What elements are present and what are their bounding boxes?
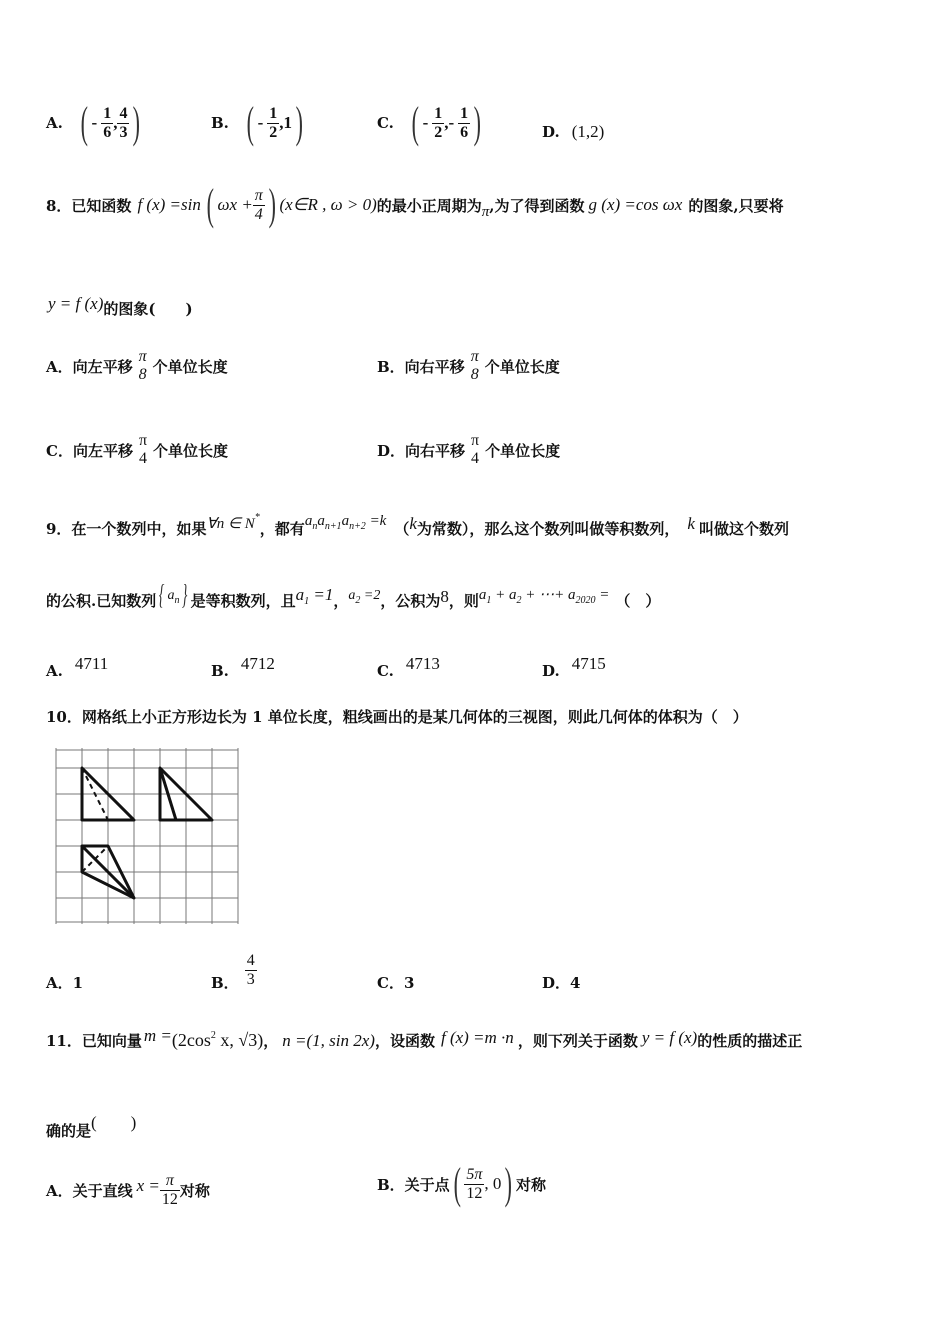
text: 个单位长度	[484, 357, 560, 376]
text: 确的是	[46, 1122, 92, 1140]
value: 4715	[571, 654, 606, 673]
option-label: B．	[211, 974, 239, 992]
q10-option-c: C．3	[377, 974, 415, 992]
right-paren: )	[268, 180, 276, 229]
text: 的最小正周期为	[376, 196, 482, 215]
point-y: , 0	[484, 1174, 502, 1193]
option-label: D.	[542, 123, 560, 141]
k-symbol: k	[409, 513, 417, 533]
option-label: B.	[211, 114, 229, 132]
q7-option-b	[211, 98, 307, 147]
function-y: y = f (x)	[641, 1027, 698, 1047]
q8-option-a	[46, 348, 228, 384]
fraction: π 4	[471, 432, 480, 467]
text: ，设函数	[374, 1032, 435, 1050]
value: 8	[440, 586, 449, 606]
q10-option-a: A．1	[46, 974, 84, 992]
q8-option-c	[46, 432, 228, 468]
text: （ ）	[615, 592, 661, 610]
left-paren: (	[80, 98, 88, 147]
text: 个单位长度	[152, 357, 228, 376]
q10-stem: 10．网格纸上小正方形边长为 1 单位长度，粗线画出的是某几何体的三视图，则此几何体的体积为（ ）	[46, 708, 748, 726]
fraction: π 4	[138, 432, 148, 467]
right-paren: )	[295, 98, 303, 147]
period: π	[481, 203, 490, 220]
fraction: π 8	[138, 348, 147, 383]
text: 个单位长度	[485, 441, 561, 460]
sum-expr: $a_1 + a_2$ + ⋯+ $a_{2020}$ =	[478, 587, 610, 606]
fraction: $\frac{1}{6}$	[103, 104, 112, 141]
q9-option-a	[46, 648, 108, 680]
comma: ，	[263, 1032, 279, 1050]
text: 的性质的描述正	[697, 1032, 803, 1050]
fraction: $\frac{\pi}{4}$	[254, 186, 263, 223]
right-paren: )	[505, 1159, 513, 1208]
option-label: D.	[542, 662, 560, 680]
text: 的公积.已知数列	[46, 592, 157, 610]
q9-option-c	[377, 648, 440, 680]
text: 的图象( )	[103, 300, 193, 318]
x-expr: x =	[136, 1175, 160, 1195]
vector-n: n =(1, sin 2x)	[282, 1030, 375, 1050]
option-label: A.	[46, 114, 63, 132]
q7-option-d	[542, 122, 604, 142]
option-label: A．向左平移	[46, 357, 133, 376]
comma: ,	[113, 113, 118, 132]
q10-option-d: D．4	[542, 974, 581, 992]
function-def: f (x) =sin	[137, 195, 201, 214]
function-arg: ωx +	[217, 195, 253, 214]
text: 叫做这个数列	[698, 520, 789, 538]
question-number: 8．已知函数	[46, 196, 132, 215]
function-f: f (x) =m ·n	[440, 1027, 514, 1047]
text: 为常数），那么这个数列叫做等积数列，	[416, 520, 680, 538]
vector-m: m =	[143, 1025, 172, 1045]
a2-expr: $a_2 =2$	[348, 587, 381, 606]
value: 4713	[405, 654, 440, 673]
fraction: $\frac{1}{2}$	[434, 104, 443, 141]
left-paren: (	[411, 98, 419, 147]
q8-stem-line1	[46, 180, 784, 229]
q8-stem-line2	[48, 288, 193, 319]
option-label: C.	[377, 662, 394, 680]
option-label: D．向右平移	[377, 441, 466, 460]
value: 4712	[240, 654, 275, 673]
fraction: $\frac{4}{3}$	[246, 952, 255, 988]
fraction: $\frac{4}{3}$	[119, 104, 128, 141]
minus-sign: -	[91, 113, 98, 132]
text: ，都有	[259, 520, 305, 538]
right-paren: )	[473, 98, 482, 147]
text: ，则下列关于函数	[517, 1032, 638, 1050]
three-view-grid-figure	[52, 746, 242, 926]
text: 对称	[179, 1182, 210, 1200]
function-g: g (x) =cos ωx	[588, 195, 683, 214]
left-paren: (	[246, 98, 254, 147]
q9-option-d	[542, 648, 606, 680]
forall-expr: ∀n ∈ N*	[206, 512, 260, 532]
minus-sign: -	[448, 113, 455, 132]
q10-option-b	[211, 948, 257, 993]
condition: (x∈R , ω > 0)	[279, 195, 377, 214]
text: 个单位长度	[153, 441, 229, 460]
right-paren: )	[133, 98, 141, 147]
text: ，则	[448, 592, 479, 610]
text: 是等积数列，且	[190, 592, 296, 610]
fraction: $\frac{5\pi}{12}$	[466, 1165, 483, 1202]
q11-option-a	[46, 1172, 210, 1209]
question-number: 9．在一个数列中，如果	[46, 520, 207, 538]
value: (1,2)	[571, 122, 605, 141]
fraction: π 8	[470, 348, 479, 383]
text: 的图象,只要将	[688, 196, 784, 215]
option-label: B.	[211, 662, 229, 680]
function-y: y = f (x)	[48, 293, 104, 313]
text: ,为了得到函数	[489, 196, 585, 215]
option-label: B．关于点	[377, 1175, 450, 1194]
comma: ,	[444, 113, 449, 132]
comma: ，	[333, 592, 349, 610]
option-label: C.	[377, 114, 394, 132]
q7-option-c	[377, 98, 485, 147]
q8-option-b	[377, 348, 560, 384]
sequence: { $a_n$ }	[159, 579, 188, 611]
option-label: A．关于直线	[46, 1182, 133, 1200]
answer-paren: ( )	[91, 1113, 137, 1132]
option-label: B．向右平移	[377, 357, 465, 376]
q8-option-d	[377, 432, 560, 468]
value: 1	[283, 113, 292, 132]
q11-option-b	[377, 1159, 547, 1208]
text: （	[394, 520, 410, 538]
value: 4711	[74, 654, 109, 673]
q9-stem-line1	[46, 512, 789, 539]
q7-option-a	[46, 98, 144, 147]
q9-stem-line2	[46, 579, 661, 611]
q11-stem-line2	[46, 1106, 136, 1141]
q9-option-b	[211, 648, 275, 680]
q11-stem-line1	[46, 1025, 803, 1051]
fraction: $\frac{1}{6}$	[460, 104, 469, 141]
option-label: A.	[46, 662, 63, 680]
left-paren: (	[453, 1159, 461, 1208]
fraction: $\frac{1}{2}$	[269, 104, 278, 141]
option-label: C．向左平移	[46, 441, 133, 460]
product-expr: $a_na_{n+1}a_{n+2} =k$	[304, 513, 387, 532]
fraction: $\frac{\pi}{12}$	[161, 1172, 178, 1208]
left-paren: (	[206, 180, 214, 229]
text: ，公积为	[380, 592, 441, 610]
minus-sign: -	[257, 113, 264, 132]
k-symbol: k	[687, 513, 695, 533]
question-number: 11．已知向量	[46, 1032, 142, 1050]
text: 对称	[516, 1175, 547, 1194]
vector-m-value: ($2\cos^2$ x, √3)	[171, 1030, 264, 1050]
a1-expr: $a_1 =1$	[295, 584, 334, 607]
minus-sign: -	[422, 113, 429, 132]
comma: ,	[279, 113, 284, 132]
